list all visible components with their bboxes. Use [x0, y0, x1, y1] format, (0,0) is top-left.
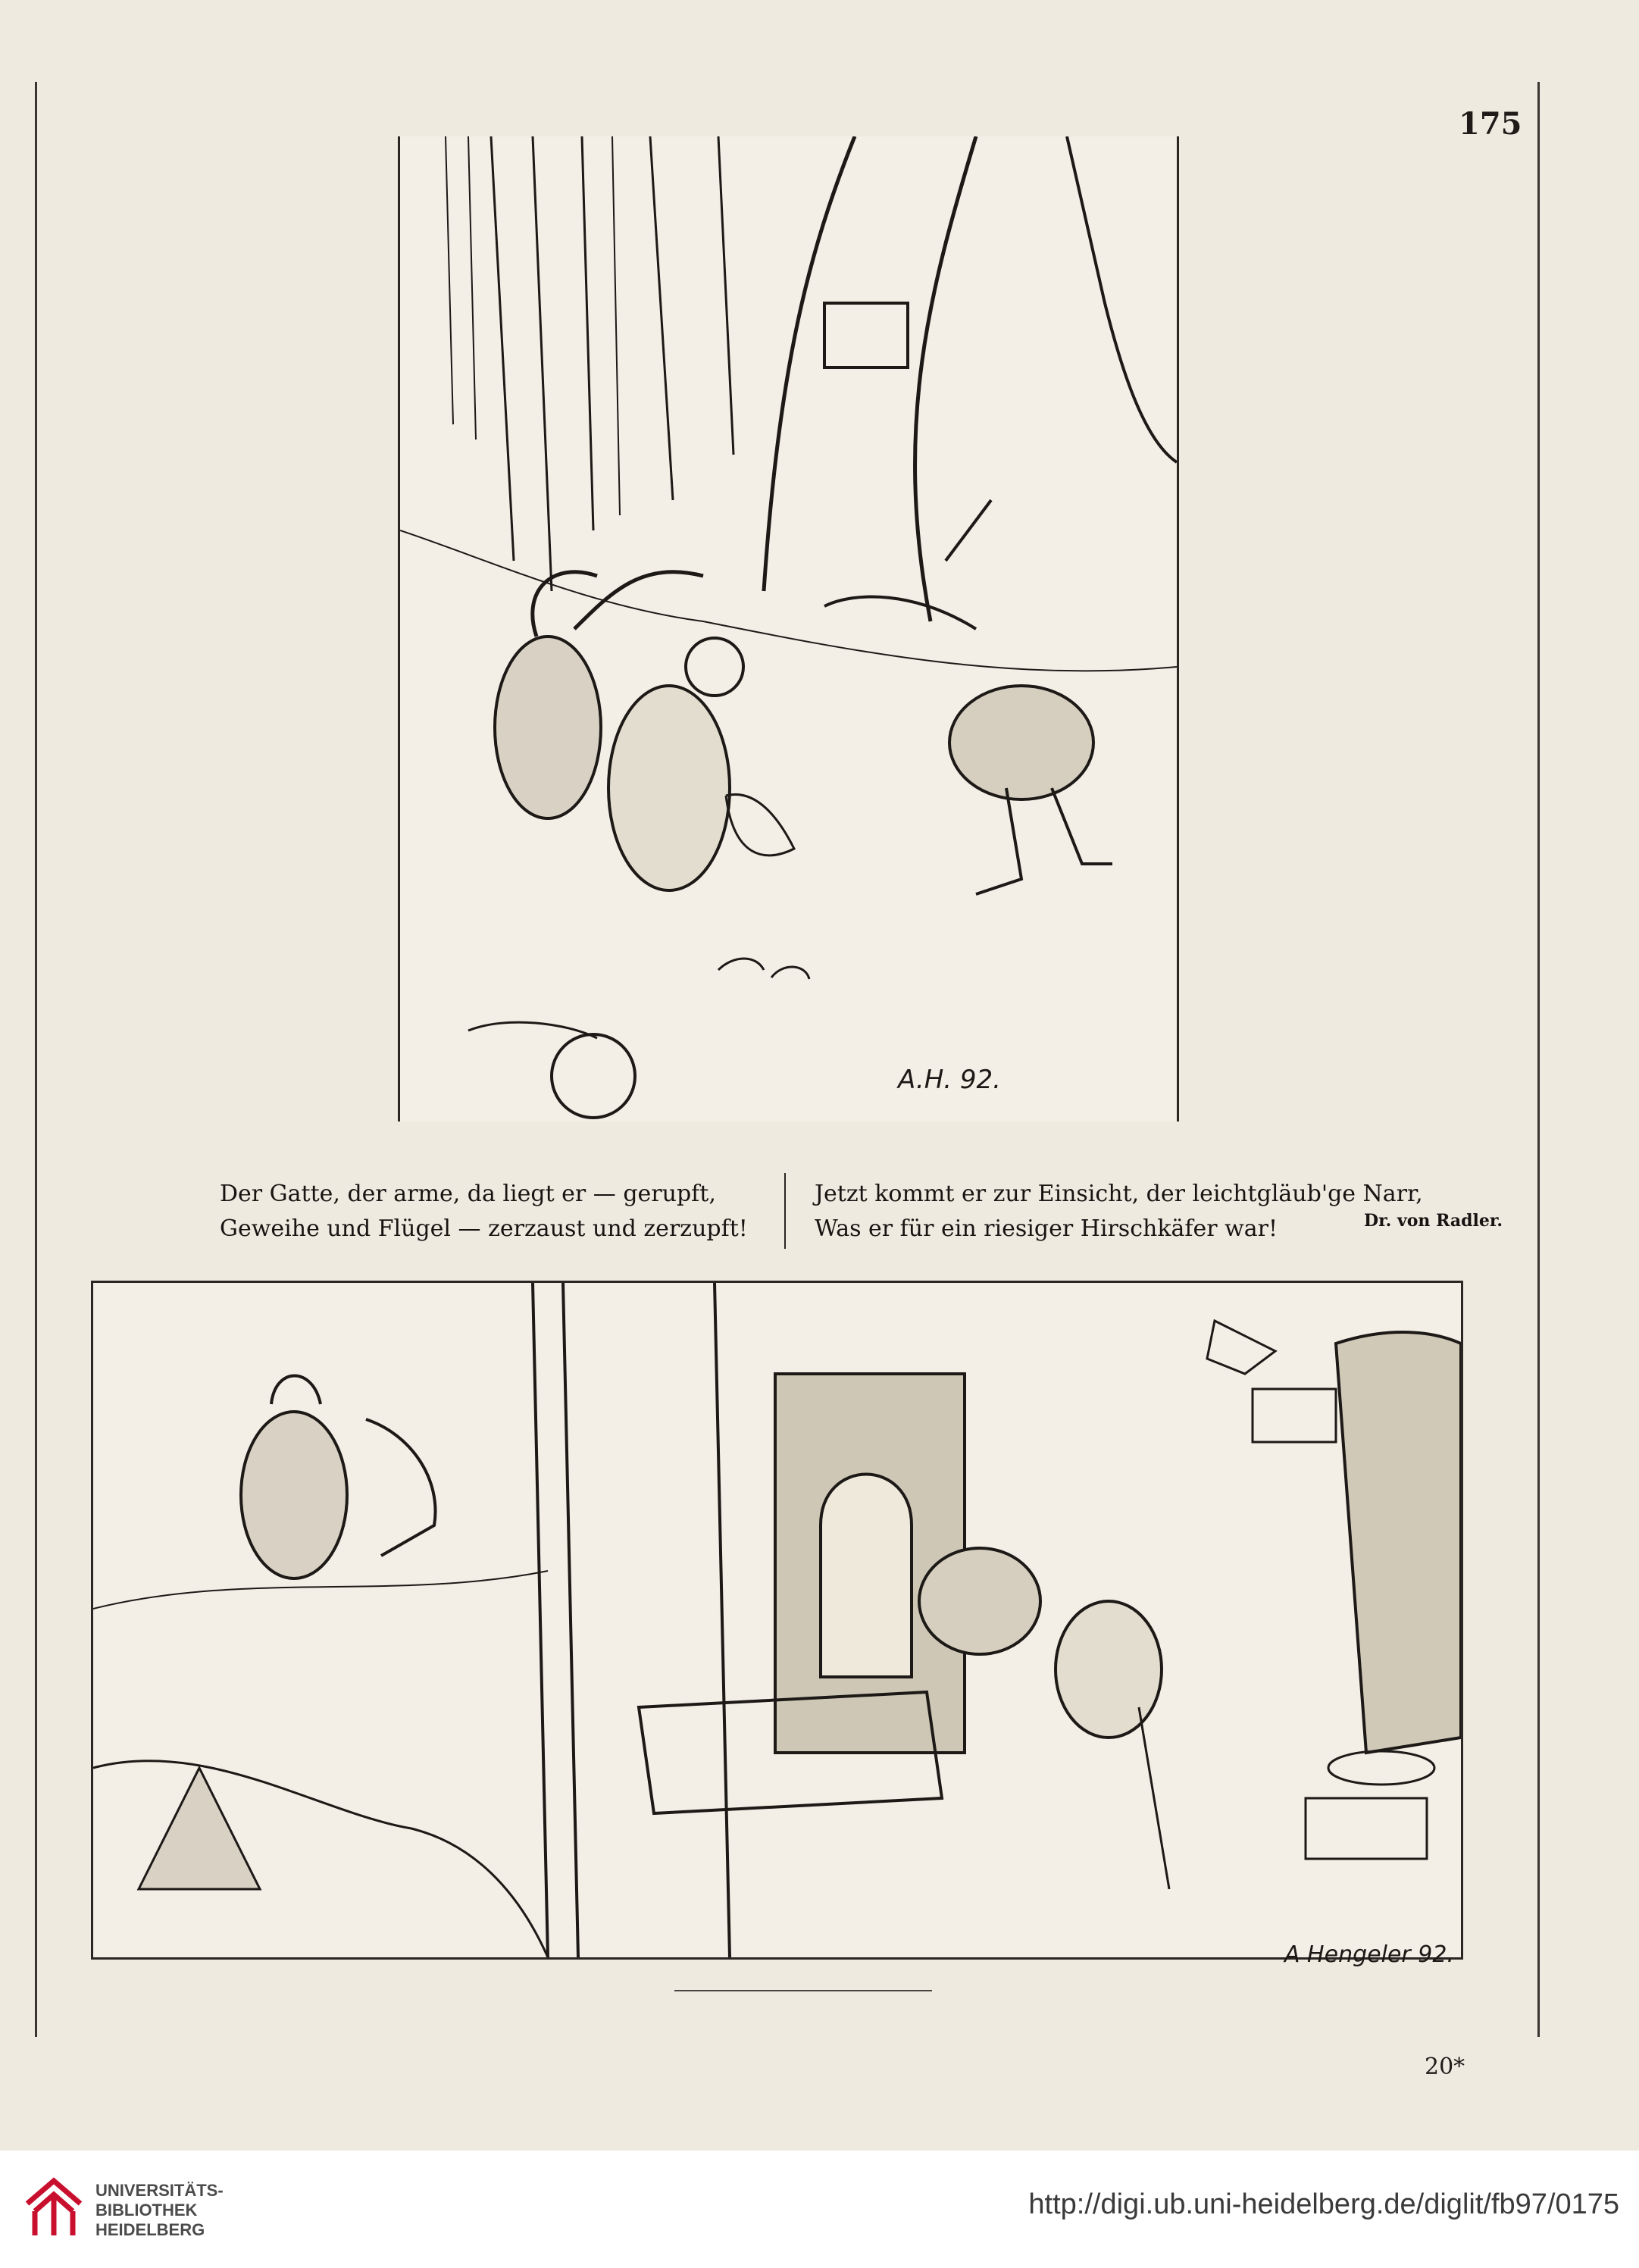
illustrator-signature-top: A.H. 92.: [898, 1065, 1001, 1095]
caption-left-line-1: Der Gatte, der arme, da liegt er — gerupft,: [220, 1181, 716, 1207]
library-name-line-1: UNIVERSITÄTS-: [95, 2181, 224, 2200]
sheet-number: 20*: [1425, 2054, 1465, 2080]
caption-left-line-2: Geweihe und Flügel — zerzaust und zerzupft!: [220, 1215, 748, 1242]
library-logo-icon: [20, 2173, 88, 2241]
library-name: [95, 2181, 224, 2240]
library-name-line-2: BIBLIOTHEK: [95, 2201, 198, 2220]
illustrator-signature-bottom: A Hengeler 92.: [1284, 1941, 1454, 1968]
caption-divider: [784, 1173, 786, 1249]
page-number: 175: [1459, 106, 1522, 142]
library-name-line-3: HEIDELBERG: [95, 2220, 205, 2239]
source-url-link[interactable]: http://digi.ub.uni-heidelberg.de/diglit/fb97/0175: [1028, 2188, 1619, 2220]
caption-right-verse: [815, 1177, 1423, 1247]
caption-right-line-2: Was er für ein riesiger Hirschkäfer war!: [815, 1215, 1278, 1242]
caption-author: Dr. von Radler.: [1364, 1211, 1503, 1231]
forest-beetles-drawing: [400, 136, 1177, 1121]
village-beetles-drawing: [93, 1283, 1461, 1957]
caption-right-line-1: Jetzt kommt er zur Einsicht, der leichtgläub'ge Narr,: [815, 1181, 1423, 1207]
illustration-bottom: [91, 1281, 1463, 1960]
illustration-top: [398, 136, 1179, 1121]
caption-left-verse: [220, 1177, 748, 1247]
divider-rule: [674, 1990, 932, 1991]
